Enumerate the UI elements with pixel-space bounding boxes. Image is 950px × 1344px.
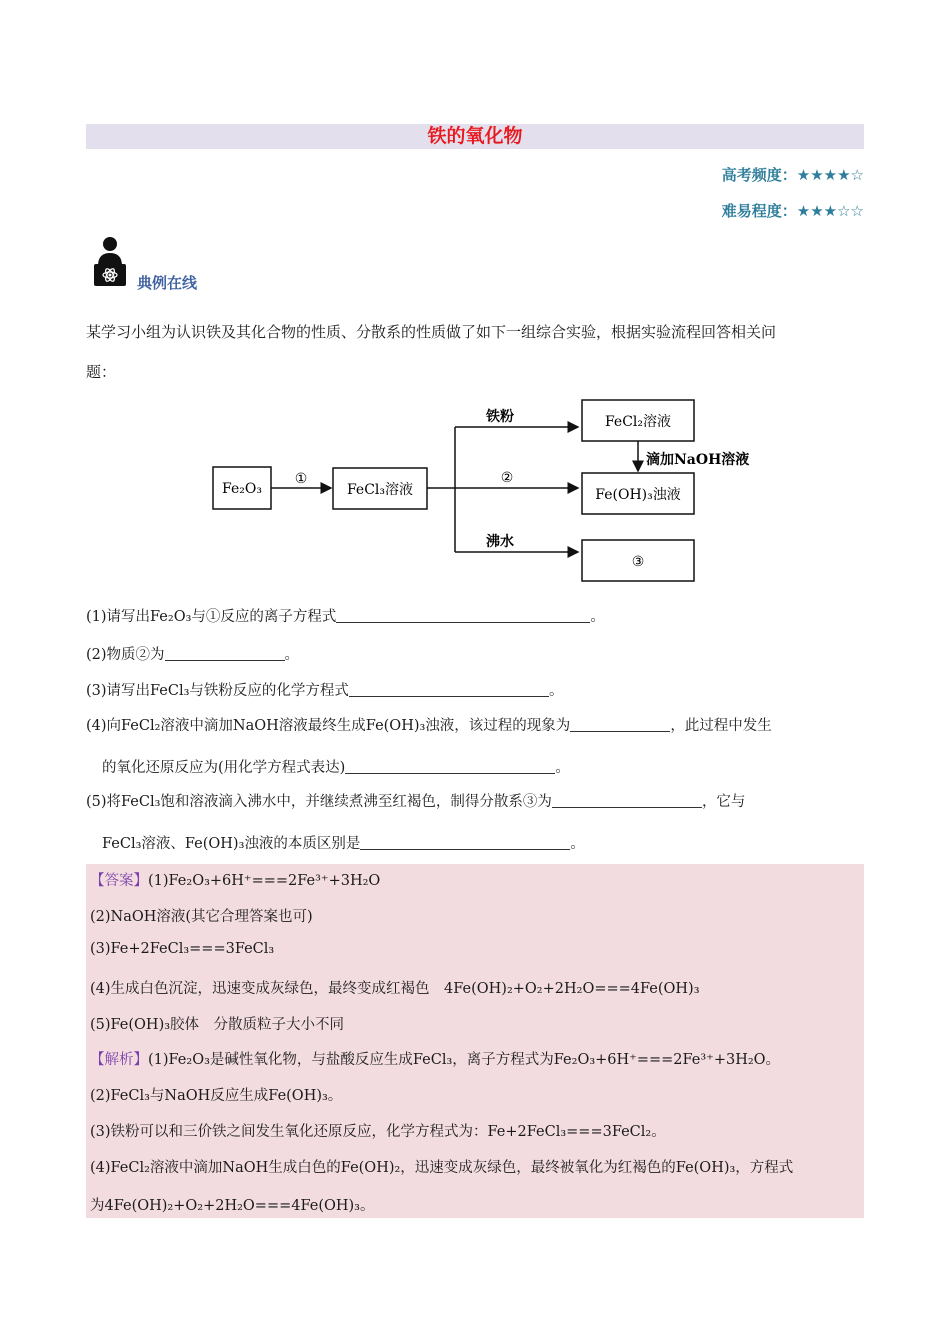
- question-1: [86, 605, 605, 626]
- question-4b-text: 的氧化还原反应为(用化学方程式表达): [102, 760, 346, 776]
- down-arrow-label: 滴加NaOH溶液: [646, 452, 750, 468]
- box-fecl2-label: FeCl₂溶液: [604, 414, 672, 430]
- exam-frequency: [722, 164, 864, 185]
- answer-line-1: [90, 869, 380, 890]
- intro-line-2: 题：: [86, 363, 117, 381]
- box-fe2o3-label: Fe₂O₃: [222, 481, 262, 497]
- answer-blank-4b[interactable]: [345, 759, 555, 774]
- difficulty-label: 难易程度：: [721, 202, 797, 220]
- question-2: [86, 643, 299, 664]
- question-2-text: (2)物质②为: [86, 647, 165, 663]
- answer-blank-2[interactable]: [165, 646, 285, 661]
- flow-diagram: [200, 398, 760, 588]
- question-4a: [86, 714, 772, 735]
- intro-line-1: 某学习小组为认识铁及其化合物的性质、分散系的性质做了如下一组综合实验，根据实验流程回答相关问: [86, 323, 777, 341]
- section-heading: 典例在线: [137, 274, 198, 292]
- analysis-4b: 为4Fe(OH)₂+O₂+2H₂O===4Fe(OH)₃。: [90, 1198, 375, 1214]
- question-5b: [102, 832, 585, 853]
- analysis-2: (2)FeCl₃与NaOH反应生成Fe(OH)₃。: [90, 1088, 343, 1104]
- answer-1: (1)Fe₂O₃+6H⁺===2Fe³⁺+3H₂O: [148, 873, 381, 889]
- branch-bottom-label: 沸水: [486, 534, 514, 550]
- question-4b-end: 。: [555, 760, 570, 776]
- page-title: 铁的氧化物: [427, 125, 523, 147]
- branch-mid-label: ②: [500, 470, 514, 486]
- title-bar: [86, 124, 864, 149]
- question-3-text: (3)请写出FeCl₃与铁粉反应的化学方程式: [86, 683, 349, 699]
- difficulty-level: [722, 200, 864, 221]
- frequency-label: 高考频度：: [721, 166, 797, 184]
- analysis-line-1: [90, 1048, 780, 1069]
- frequency-stars: ★★★★☆: [796, 166, 864, 184]
- answer-tag: 【答案】: [90, 873, 148, 889]
- answer-2: (2)NaOH溶液(其它合理答案也可): [90, 909, 313, 925]
- answer-blank-5b[interactable]: [360, 835, 570, 850]
- teacher-icon: [92, 236, 128, 288]
- answer-blank-5a[interactable]: [552, 793, 702, 808]
- box-feoh3-label: Fe(OH)₃浊液: [595, 487, 681, 503]
- branch-top-label: 铁粉: [486, 409, 514, 425]
- answer-blank-1[interactable]: [336, 608, 590, 623]
- answer-4: (4)生成白色沉淀，迅速变成灰绿色，最终变成红褐色 4Fe(OH)₂+O₂+2H₂O===4Fe(OH)₃: [90, 981, 700, 997]
- question-1-text: (1)请写出Fe₂O₃与①反应的离子方程式: [86, 609, 337, 625]
- analysis-1: (1)Fe₂O₃是碱性氧化物，与盐酸反应生成FeCl₃，离子方程式为Fe₂O₃+6H⁺===2Fe³⁺+3H₂O。: [148, 1052, 781, 1068]
- question-1-end: 。: [590, 609, 605, 625]
- answer-5: (5)Fe(OH)₃胶体 分散质粒子大小不同: [90, 1017, 345, 1033]
- question-4a-text: (4)向FeCl₂溶液中滴加NaOH溶液最终生成Fe(OH)₃浊液，该过程的现象为: [86, 718, 571, 734]
- question-3-end: 。: [548, 683, 564, 699]
- question-5a-end: ，它与: [701, 794, 746, 810]
- question-5a-text: (5)将FeCl₃饱和溶液滴入沸水中，并继续煮沸至红褐色，制得分散系③为: [86, 794, 552, 810]
- step-1-label: ①: [294, 471, 308, 487]
- answer-blank-3[interactable]: [349, 682, 549, 697]
- question-3: [86, 679, 563, 700]
- box-fecl3-label: FeCl₃溶液: [346, 482, 414, 498]
- question-4a-end: ，此过程中发生: [670, 718, 772, 734]
- difficulty-stars: ★★★☆☆: [796, 202, 864, 220]
- answer-blank-4a[interactable]: [570, 717, 670, 732]
- question-4b: [102, 756, 570, 777]
- analysis-3: (3)铁粉可以和三价铁之间发生氧化还原反应，化学方程式为：Fe+2FeCl₃===3FeCl₂。: [90, 1124, 666, 1140]
- question-5b-text: FeCl₃溶液、Fe(OH)₃浊液的本质区别是: [102, 836, 361, 852]
- question-2-end: 。: [284, 647, 300, 663]
- box-3-label: ③: [631, 554, 645, 570]
- answer-3: (3)Fe+2FeCl₃===3FeCl₃: [90, 941, 275, 957]
- analysis-tag: 【解析】: [90, 1052, 148, 1068]
- question-5b-end: 。: [570, 836, 585, 852]
- question-5a: [86, 790, 745, 811]
- analysis-4a: (4)FeCl₂溶液中滴加NaOH生成白色的Fe(OH)₂，迅速变成灰绿色，最终被氧化为红褐色的Fe(OH)₃，方程式: [90, 1160, 794, 1176]
